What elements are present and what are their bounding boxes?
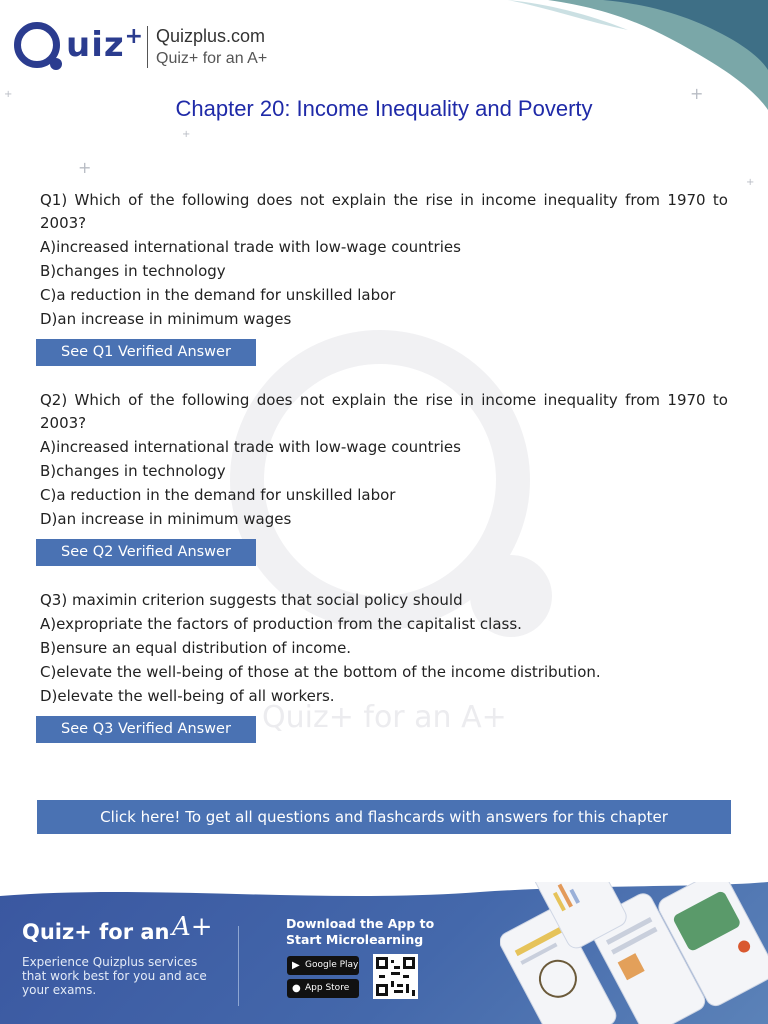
plus-decoration: +	[182, 129, 191, 140]
question-3	[40, 589, 728, 743]
question-1	[40, 189, 728, 366]
google-play-badge[interactable]	[287, 956, 359, 975]
apple-icon: ●	[292, 983, 301, 994]
see-q3-answer-button[interactable]: See Q3 Verified Answer	[36, 716, 256, 743]
logo-text: uiz	[66, 25, 125, 65]
question-text: Q1) Which of the following does not explain the rise in income inequality from 1970 to 2003?	[40, 191, 728, 232]
answer-option: A)increased international trade with low-wage countries	[40, 238, 461, 256]
app-phones-illustration	[500, 882, 768, 1024]
answer-option: D)an increase in minimum wages	[40, 310, 292, 328]
plus-decoration: +	[78, 158, 92, 177]
plus-decoration: +	[746, 177, 755, 188]
question-2	[40, 389, 728, 566]
watermark-tagline: Quiz+ for an A+	[262, 700, 507, 735]
see-q1-answer-button[interactable]: See Q1 Verified Answer	[36, 339, 256, 366]
quizplus-logo[interactable]	[14, 22, 143, 68]
answer-option: C)a reduction in the demand for unskilled labor	[40, 486, 396, 504]
footer-aplus: A+	[172, 912, 213, 942]
answer-option: B)changes in technology	[40, 262, 226, 280]
footer-title: Quiz+ for an	[22, 920, 170, 944]
logo-q-icon	[14, 22, 60, 68]
all-questions-cta-button[interactable]: Click here! To get all questions and flashcards with answers for this chapter	[37, 800, 731, 834]
download-app-text: Download the App to Start Microlearning	[286, 916, 435, 947]
question-text: Q2) Which of the following does not explain the rise in income inequality from 1970 to 2003?	[40, 391, 728, 432]
answer-option: A)expropriate the factors of production from the capitalist class.	[40, 615, 522, 633]
header-wave-decoration	[508, 0, 768, 110]
play-store-icon: ▶	[292, 960, 300, 971]
plus-decoration: +	[690, 84, 704, 103]
answer-option: B)ensure an equal distribution of income.	[40, 639, 352, 657]
answer-option: C)a reduction in the demand for unskilled labor	[40, 286, 396, 304]
app-store-label: App Store	[305, 983, 350, 993]
header-divider	[147, 26, 148, 68]
app-promo-footer	[0, 882, 768, 1024]
answer-option: A)increased international trade with low-wage countries	[40, 438, 461, 456]
answer-option: C)elevate the well-being of those at the bottom of the income distribution.	[40, 663, 601, 681]
app-store-badge[interactable]	[287, 979, 359, 998]
answer-option: B)changes in technology	[40, 462, 226, 480]
footer-description: Experience Quizplus services that work best for you and ace your exams.	[22, 955, 207, 997]
qr-code[interactable]	[373, 954, 418, 999]
see-q2-answer-button[interactable]: See Q2 Verified Answer	[36, 539, 256, 566]
footer-divider	[238, 926, 239, 1006]
site-tagline: Quiz+ for an A+	[156, 50, 268, 67]
answer-option: D)elevate the well-being of all workers.	[40, 687, 335, 705]
logo-plus: +	[124, 23, 144, 49]
plus-decoration: +	[4, 89, 13, 100]
google-play-label: Google Play	[305, 960, 359, 970]
chapter-title: Chapter 20: Income Inequality and Poverty	[175, 96, 593, 121]
site-name: Quizplus.com	[156, 26, 266, 46]
question-text: Q3) maximin criterion suggests that social policy should	[40, 591, 463, 609]
answer-option: D)an increase in minimum wages	[40, 510, 292, 528]
